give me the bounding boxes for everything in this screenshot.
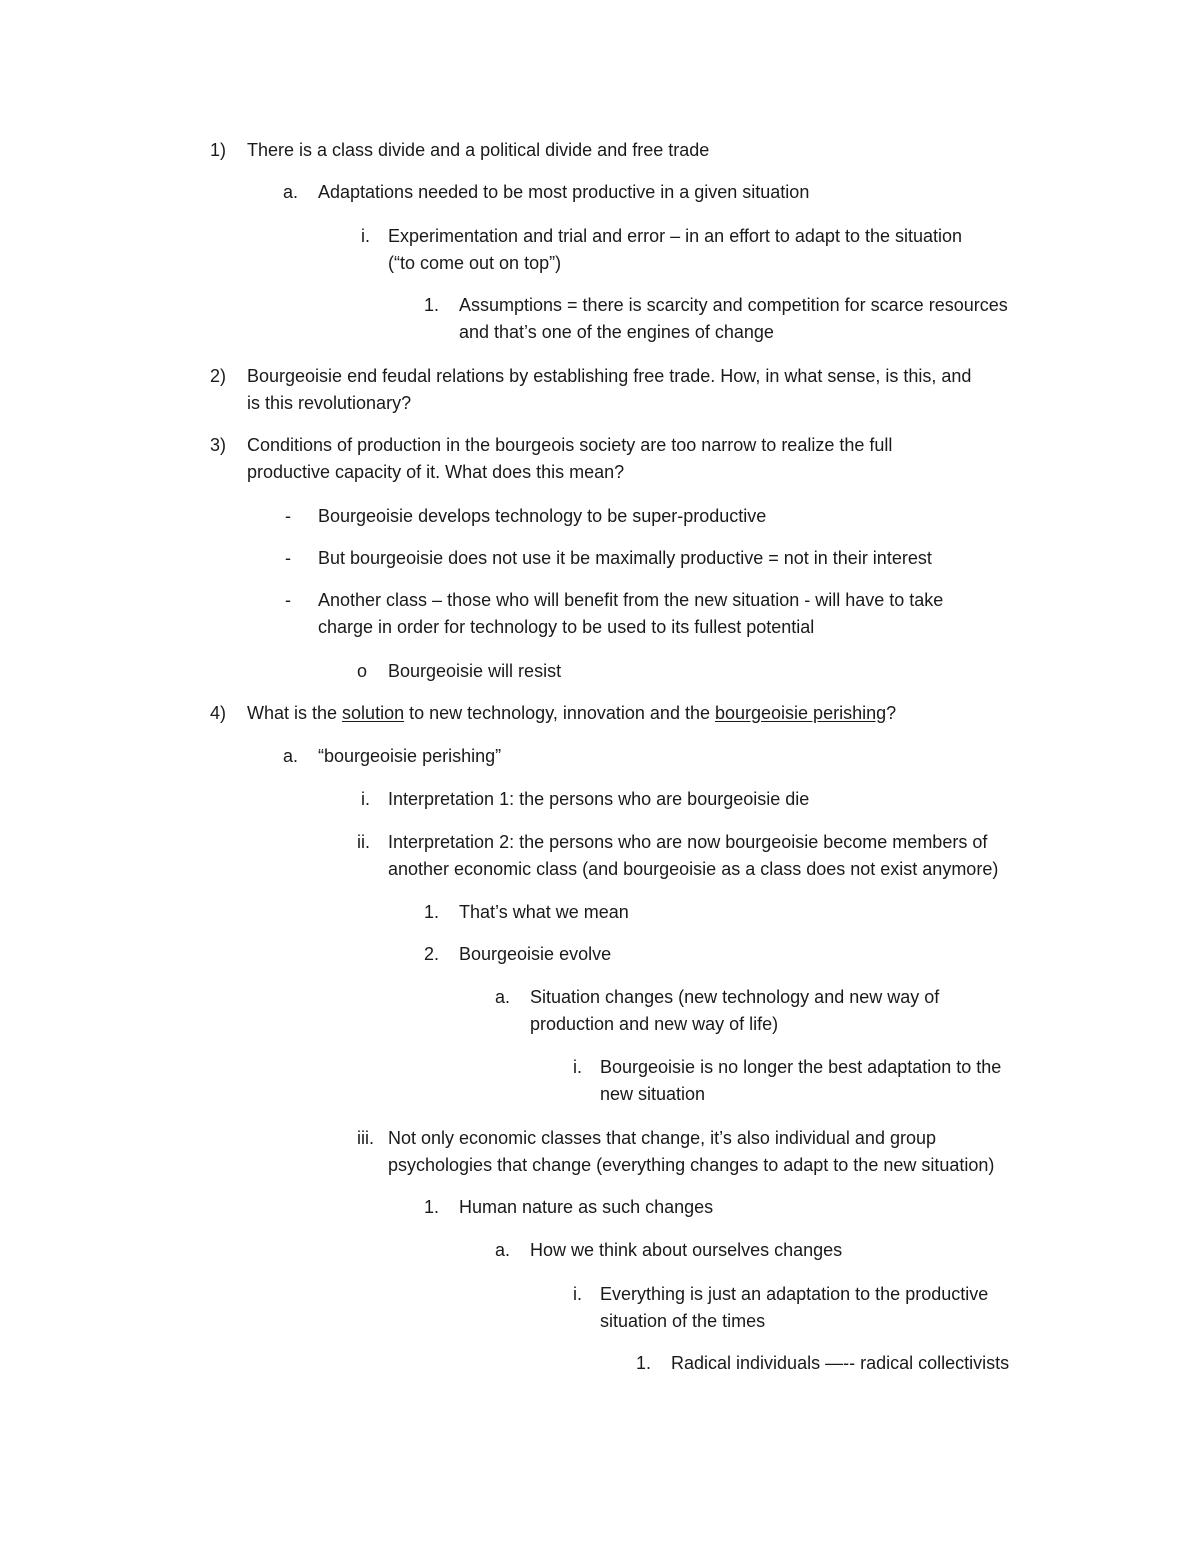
list-marker: i. — [361, 226, 370, 246]
item-text: Bourgeoisie will resist — [388, 661, 562, 681]
list-marker: 2) — [210, 366, 227, 386]
item-text: Experimentation and trial and error – in an effort to adapt to the situation (“to come out on top”) — [388, 226, 963, 273]
item-text: How we think about ourselves changes — [530, 1240, 843, 1260]
list-marker: a. — [283, 746, 299, 766]
item-text: Situation changes (new technology and new way of production and new way of life) — [530, 987, 940, 1034]
item-text: What is the solution to new technology, innovation and the bourgeoisie perishing? — [247, 703, 897, 723]
list-marker: 1) — [210, 140, 227, 160]
list-marker: 4) — [210, 703, 227, 723]
list-marker: ii. — [357, 832, 370, 852]
item-text: Radical individuals —-- radical collectivists — [671, 1353, 1010, 1373]
list-marker: a. — [495, 987, 511, 1007]
list-marker: - — [285, 590, 291, 610]
list-marker: - — [285, 548, 291, 568]
item-text: Bourgeoisie end feudal relations by establishing free trade. How, in what sense, is this, and is this revolutionary? — [247, 366, 972, 413]
list-marker: a. — [495, 1240, 511, 1260]
item-text: Interpretation 2: the persons who are now bourgeoisie become members of another economic class (and bourgeoisie as a class does not exist anymore) — [388, 832, 999, 879]
item-text: Human nature as such changes — [459, 1197, 714, 1217]
underlined-bourgeoisie-perishing: bourgeoisie perishing — [714, 703, 887, 723]
item-text: Bourgeoisie develops technology to be super-productive — [318, 506, 767, 526]
item-text: But bourgeoisie does not use it be maximally productive = not in their interest — [318, 548, 932, 568]
item-text: That’s what we mean — [459, 902, 629, 922]
item-text: Adaptations needed to be most productive in a given situation — [318, 182, 810, 202]
list-marker: i. — [361, 789, 370, 809]
list-marker: 1. — [424, 902, 440, 922]
item-text: “bourgeoisie perishing” — [318, 746, 502, 766]
list-marker: - — [285, 506, 291, 526]
item-text: Bourgeoisie evolve — [459, 944, 612, 964]
list-marker: o — [357, 661, 368, 681]
item-text: Interpretation 1: the persons who are bourgeoisie die — [388, 789, 810, 809]
underlined-solution: solution — [342, 703, 405, 723]
item-text: Not only economic classes that change, it’s also individual and group psychologies that change (everything changes to adapt to the new situation) — [388, 1128, 995, 1175]
item-text: Everything is just an adaptation to the productive situation of the times — [600, 1284, 989, 1331]
list-marker: 1. — [636, 1353, 652, 1373]
list-marker: i. — [573, 1057, 582, 1077]
list-marker: 1. — [424, 1197, 440, 1217]
item-text: Bourgeoisie is no longer the best adaptation to the new situation — [600, 1057, 1002, 1104]
list-marker: 1. — [424, 295, 440, 315]
list-marker: a. — [283, 182, 299, 202]
list-marker: i. — [573, 1284, 582, 1304]
list-marker: 3) — [210, 435, 227, 455]
item-text: Conditions of production in the bourgeois society are too narrow to realize the full productive capacity of it. What does this mean? — [247, 435, 893, 482]
list-marker: 2. — [424, 944, 440, 964]
item-text: Assumptions = there is scarcity and competition for scarce resources and that’s one of the engines of change — [459, 295, 1008, 342]
list-marker: iii. — [357, 1128, 374, 1148]
item-text: There is a class divide and a political divide and free trade — [247, 140, 710, 160]
item-text: Another class – those who will benefit from the new situation - will have to take charge in order for technology to be used to its fullest potential — [318, 590, 944, 637]
